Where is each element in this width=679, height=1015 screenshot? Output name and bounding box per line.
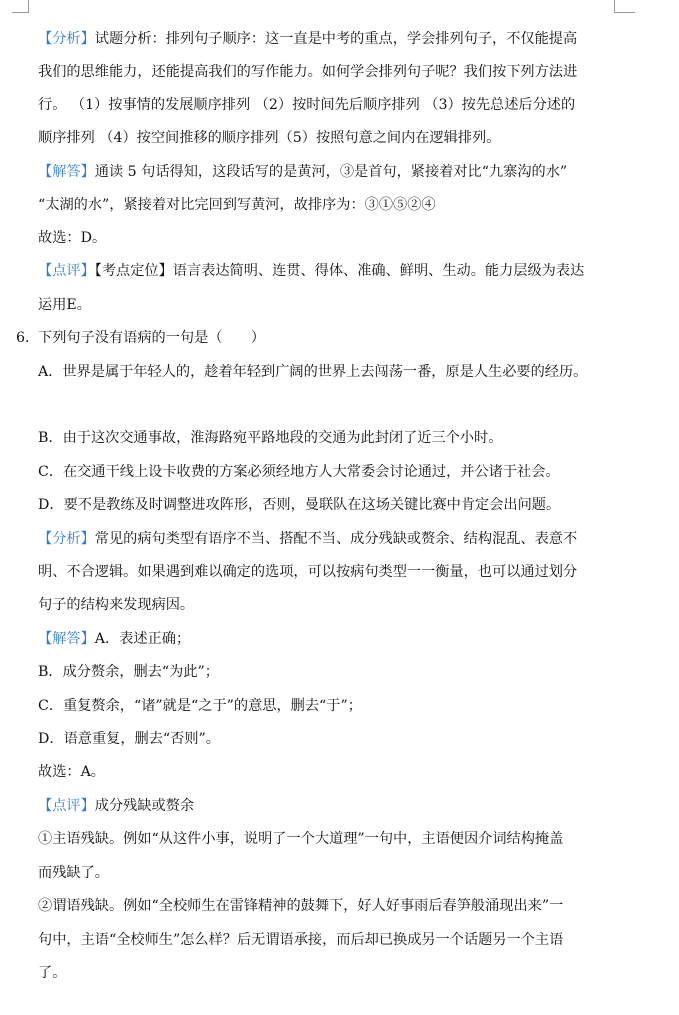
q6-comment-line-1 [38,797,194,815]
analysis-text: 试题分析：排列句子顺序：这一直是中考的重点，学会排列句子，不仅能提高 [94,31,578,47]
comment-tag: 【点评】 [38,798,95,814]
item1-line-1: ①主语残缺。例如“从这件小事，说明了一个大道理”一句中，主语便因介词结构掩盖 [38,831,564,847]
q6-analysis-line-3: 句子的结构来发现病因。 [38,597,195,613]
page-corner-mark-right [614,0,635,13]
comment-text: 成分残缺或赘余 [94,798,195,814]
analysis-tag: 【分析】 [38,31,95,47]
q6-answer-line-1 [38,630,190,648]
q6-answer-b: B．成分赘余，删去“为此”； [38,664,219,680]
answer-line-2: “太湖的水”，紧接着对比完回到写黄河，故排序为：③①⑤②④ [38,197,436,213]
item2-line-3: 了。 [38,965,67,981]
question-number: 6． [16,330,40,346]
answer-tag: 【解答】 [38,164,95,180]
option-c: C．在交通干线上设卡收费的方案必须经地方人大常委会讨论通过，并公诸于社会。 [38,464,560,480]
comment-line-2: 运用E。 [38,297,91,313]
choice-line: 故选：D。 [38,230,107,246]
option-b: B．由于这次交通事故，淮海路宛平路地段的交通为此封闭了近三个小时。 [38,430,503,446]
q6-analysis-line-1 [38,530,577,548]
item2-line-2: 句中，主语“全校师生”怎么样？后无谓语承接，而后却已换成另一个话题另一个主语 [38,932,564,948]
analysis-line-4: 顺序排列 （4）按空间推移的顺序排列（5）按照句意之间内在逻辑排列。 [38,130,501,146]
q6-answer-d: D．语意重复，删去“否则”。 [38,731,220,747]
q6-choice-line: 故选：A。 [38,764,105,780]
answer-tag: 【解答】 [38,631,95,647]
analysis-line-1 [38,30,577,48]
comment-tag: 【点评】 [38,263,95,279]
q6-answer-c: C．重复赘余，“诸”就是“之于”的意思，删去“于”； [38,698,362,714]
answer-line-1 [38,163,567,181]
page-corner-mark-left [12,0,29,13]
option-a: A．世界是属于年轻人的，趁着年轻到广阔的世界上去闯荡一番，原是人生必要的经历。 [38,364,588,380]
analysis-line-3: 行。 （1）按事情的发展顺序排列 （2）按时间先后顺序排列 （3）按先总述后分述的 [38,97,576,113]
question-stem: 下列句子没有语病的一句是（ ） [38,330,266,346]
comment-line-1 [38,262,584,280]
item1-line-2: 而残缺了。 [38,865,109,881]
analysis-tag: 【分析】 [38,531,95,547]
comment-text: 【考点定位】语言表达简明、连贯、得体、准确、鲜明、生动。能力层级为表达 [94,263,585,279]
answer-text: A．表述正确； [94,631,191,647]
item2-line-1: ②谓语残缺。例如“全校师生在雷锋精神的鼓舞下，好人好事雨后春笋般涌现出来”一 [38,898,564,914]
option-d: D．要不是教练及时调整进攻阵形，否则，曼联队在这场关键比赛中肯定会出问题。 [38,497,561,513]
answer-text: 通读 5 句话得知，这段话写的是黄河，③是首句，紧接着对比“九寨沟的水” [94,164,568,180]
analysis-text: 常见的病句类型有语序不当、搭配不当、成分残缺或赘余、结构混乱、表意不 [94,531,578,547]
q6-analysis-line-2: 明、不合逻辑。如果遇到难以确定的选项，可以按病句类型一一衡量，也可以通过划分 [38,564,578,580]
analysis-line-2: 我们的思维能力，还能提高我们的写作能力。如何学会排列句子呢？我们按下列方法进 [38,64,578,80]
